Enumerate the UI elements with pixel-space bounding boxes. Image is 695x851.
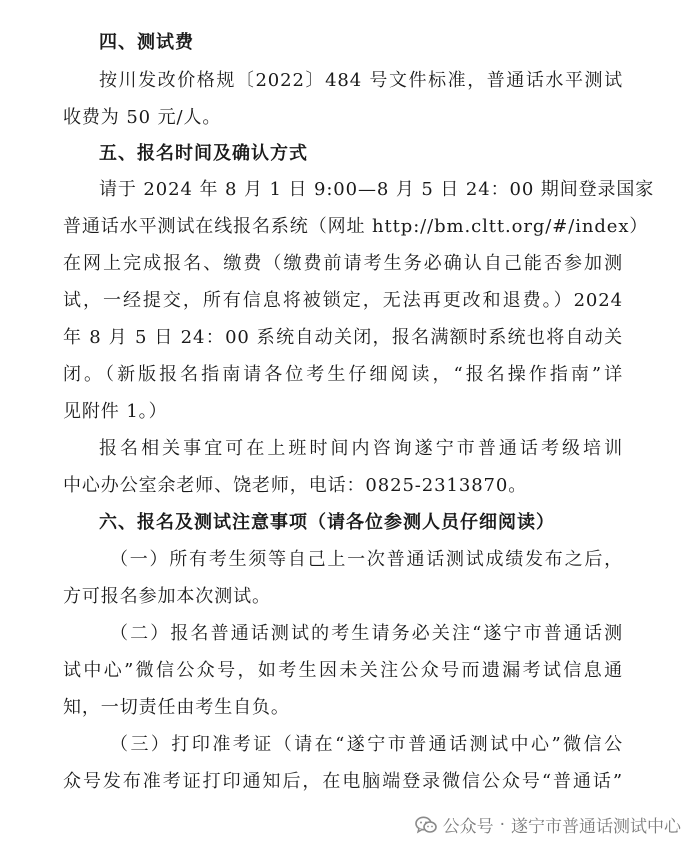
wechat-watermark bbox=[415, 812, 681, 837]
paragraph-line: 试中心”微信公众号，如考生因未关注公众号而遗漏考试信息通 bbox=[63, 660, 623, 681]
paragraph-line: 普通话水平测试在线报名系统（网址 http://bm.cltt.org/#/index） bbox=[63, 216, 649, 237]
section-heading-notes: 六、报名及测试注意事项（请各位参测人员仔细阅读） bbox=[99, 512, 555, 533]
paragraph-line: 见附件 1。） bbox=[63, 401, 168, 422]
watermark-account: 遂宁市普通话测试中心 bbox=[511, 817, 681, 837]
paragraph-line: 方可报名参加本次测试。 bbox=[63, 586, 271, 607]
section-heading-fee: 四、测试费 bbox=[99, 32, 194, 53]
paragraph-line: 试，一经提交，所有信息将被锁定，无法再更改和退费。）2024 bbox=[63, 290, 623, 311]
paragraph-line: 众号发布准考证打印通知后，在电脑端登录微信公众号“普通话” bbox=[63, 771, 623, 792]
paragraph-line: 按川发改价格规〔2022〕484 号文件标准，普通话水平测试 bbox=[99, 70, 623, 91]
paragraph-line: 在网上完成报名、缴费（缴费前请考生务必确认自己能否参加测 bbox=[63, 253, 623, 274]
paragraph-line: 知，一切责任由考生自负。 bbox=[63, 697, 290, 718]
section-heading-registration: 五、报名时间及确认方式 bbox=[99, 143, 308, 164]
paragraph-line: （三）打印准考证（请在“遂宁市普通话测试中心”微信公 bbox=[110, 734, 623, 755]
paragraph-line: 收费为 50 元/人。 bbox=[63, 107, 222, 128]
paragraph-line: 报名相关事宜可在上班时间内咨询遂宁市普通话考级培训 bbox=[99, 438, 623, 459]
wechat-icon bbox=[415, 816, 437, 834]
paragraph-line: （二）报名普通话测试的考生请务必关注“遂宁市普通话测 bbox=[110, 623, 623, 644]
paragraph-line: 闭。（新版报名指南请各位考生仔细阅读，“报名操作指南”详 bbox=[63, 364, 623, 385]
watermark-label: 公众号 bbox=[442, 817, 494, 837]
paragraph-line: 年 8 月 5 日 24：00 系统自动关闭，报名满额时系统也将自动关 bbox=[63, 327, 623, 348]
paragraph-line: 请于 2024 年 8 月 1 日 9:00—8 月 5 日 24：00 期间登录国家 bbox=[99, 179, 655, 200]
paragraph-line: 中心办公室余老师、饶老师，电话：0825-2313870。 bbox=[63, 475, 528, 496]
paragraph-line: （一）所有考生须等自己上一次普通话测试成绩发布之后， bbox=[110, 549, 623, 570]
watermark-separator: · bbox=[499, 814, 505, 835]
